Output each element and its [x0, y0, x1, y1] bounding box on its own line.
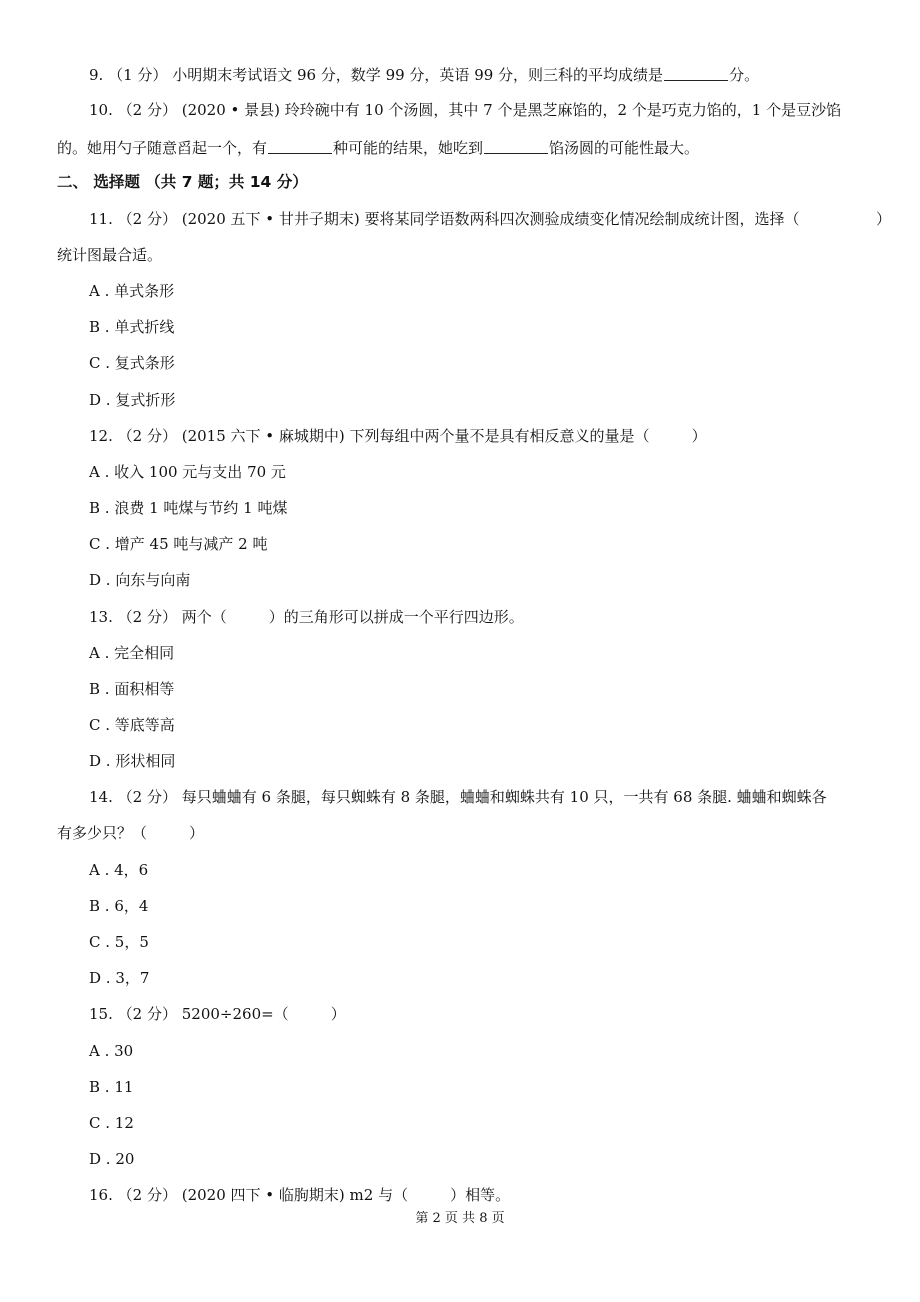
- question-score: （2 分）: [117, 608, 177, 626]
- question-score: （2 分）: [117, 210, 177, 228]
- question-14: [89, 790, 827, 805]
- answer-blank[interactable]: [484, 139, 548, 154]
- question-text: 每只蛐蛐有 6 条腿，每只蜘蛛有 8 条腿，蛐蛐和蜘蛛共有 10 只，一共有 68 条腿. 蛐蛐和蜘蛛各: [181, 788, 827, 806]
- question-number: 14.: [89, 788, 113, 806]
- question-number: 9.: [89, 66, 104, 84]
- question-text-end: ）相等。: [450, 1186, 511, 1204]
- answer-blank[interactable]: [268, 139, 332, 154]
- question-source: (2020 • 景县): [181, 101, 280, 119]
- option-b[interactable]: B . 面积相等: [89, 680, 175, 698]
- question-12: [89, 429, 707, 444]
- option-d[interactable]: D . 20: [89, 1150, 135, 1168]
- question-text: 5200÷260=（: [181, 1005, 289, 1023]
- question-score: （2 分）: [117, 788, 177, 806]
- question-paren-close: ）: [330, 1005, 346, 1023]
- question-text: 小明期末考试语文 96 分，数学 99 分，英语 99 分，则三科的平均成绩是: [172, 66, 664, 84]
- question-10: [89, 103, 841, 118]
- question-15: [89, 1007, 346, 1022]
- question-text: 下列每组中两个量不是具有相反意义的量是（: [349, 427, 650, 445]
- option-a[interactable]: A . 收入 100 元与支出 70 元: [89, 463, 286, 481]
- option-c[interactable]: C . 12: [89, 1114, 134, 1132]
- question-text: 要将某同学语数两科四次测验成绩变化情况绘制成统计图，选择（: [364, 210, 800, 228]
- question-number: 10.: [89, 101, 113, 119]
- option-d[interactable]: D . 向东与向南: [89, 571, 191, 589]
- question-number: 11.: [89, 210, 113, 228]
- option-a[interactable]: A . 4，6: [89, 861, 149, 879]
- question-paren-close: ）: [876, 210, 892, 228]
- question-text: m2 与（: [349, 1186, 409, 1204]
- option-c[interactable]: C . 增产 45 吨与减产 2 吨: [89, 535, 268, 553]
- option-b[interactable]: B . 浪费 1 吨煤与节约 1 吨煤: [89, 499, 288, 517]
- section-title: 二、 选择题 （共 7 题；共 14 分）: [57, 173, 308, 191]
- question-14-continued: [57, 826, 204, 841]
- question-number: 13.: [89, 608, 113, 626]
- option-d[interactable]: D . 形状相同: [89, 752, 176, 770]
- question-score: （2 分）: [117, 1186, 177, 1204]
- question-paren-close: ）: [189, 824, 205, 842]
- question-source: (2020 五下 • 甘井子期末): [181, 210, 360, 228]
- question-score: （1 分）: [108, 66, 168, 84]
- option-d[interactable]: D . 3，7: [89, 969, 150, 987]
- question-13: [89, 610, 524, 625]
- question-number: 15.: [89, 1005, 113, 1023]
- question-text: 玲玲碗中有 10 个汤圆，其中 7 个是黑芝麻馅的，2 个是巧克力馅的，1 个是豆沙馅: [284, 101, 842, 119]
- answer-blank[interactable]: [664, 66, 728, 81]
- question-10-continued: [57, 139, 699, 156]
- question-text: 种可能的结果，她吃到: [333, 139, 484, 157]
- question-text: 有多少只？（: [57, 824, 148, 842]
- question-source: (2020 四下 • 临朐期末): [181, 1186, 345, 1204]
- question-text: 统计图最合适。: [57, 246, 163, 264]
- question-text-end: ）的三角形可以拼成一个平行四边形。: [268, 608, 524, 626]
- question-score: （2 分）: [117, 1005, 177, 1023]
- question-text: 馅汤圆的可能性最大。: [549, 139, 700, 157]
- option-a[interactable]: A . 30: [89, 1042, 134, 1060]
- option-c[interactable]: C . 等底等高: [89, 716, 175, 734]
- question-score: （2 分）: [117, 427, 177, 445]
- question-11: [89, 210, 892, 228]
- question-score: （2 分）: [117, 101, 177, 119]
- option-a[interactable]: A . 单式条形: [89, 282, 175, 300]
- question-16: [89, 1188, 510, 1203]
- page-footer: 第 2 页 共 8 页: [415, 1211, 505, 1226]
- question-number: 16.: [89, 1186, 113, 1204]
- question-paren-close: ）: [691, 427, 707, 445]
- option-c[interactable]: C . 复式条形: [89, 354, 175, 372]
- option-c[interactable]: C . 5，5: [89, 933, 149, 951]
- option-a[interactable]: A . 完全相同: [89, 644, 175, 662]
- question-source: (2015 六下 • 麻城期中): [181, 427, 345, 445]
- question-text: 两个（: [181, 608, 227, 626]
- question-9: [89, 66, 759, 83]
- question-text: 的。她用勺子随意舀起一个，有: [57, 139, 268, 157]
- option-d[interactable]: D . 复式折形: [89, 391, 176, 409]
- question-number: 12.: [89, 427, 113, 445]
- option-b[interactable]: B . 单式折线: [89, 318, 175, 336]
- option-b[interactable]: B . 6，4: [89, 897, 149, 915]
- question-text-end: 分。: [729, 66, 760, 84]
- option-b[interactable]: B . 11: [89, 1078, 134, 1096]
